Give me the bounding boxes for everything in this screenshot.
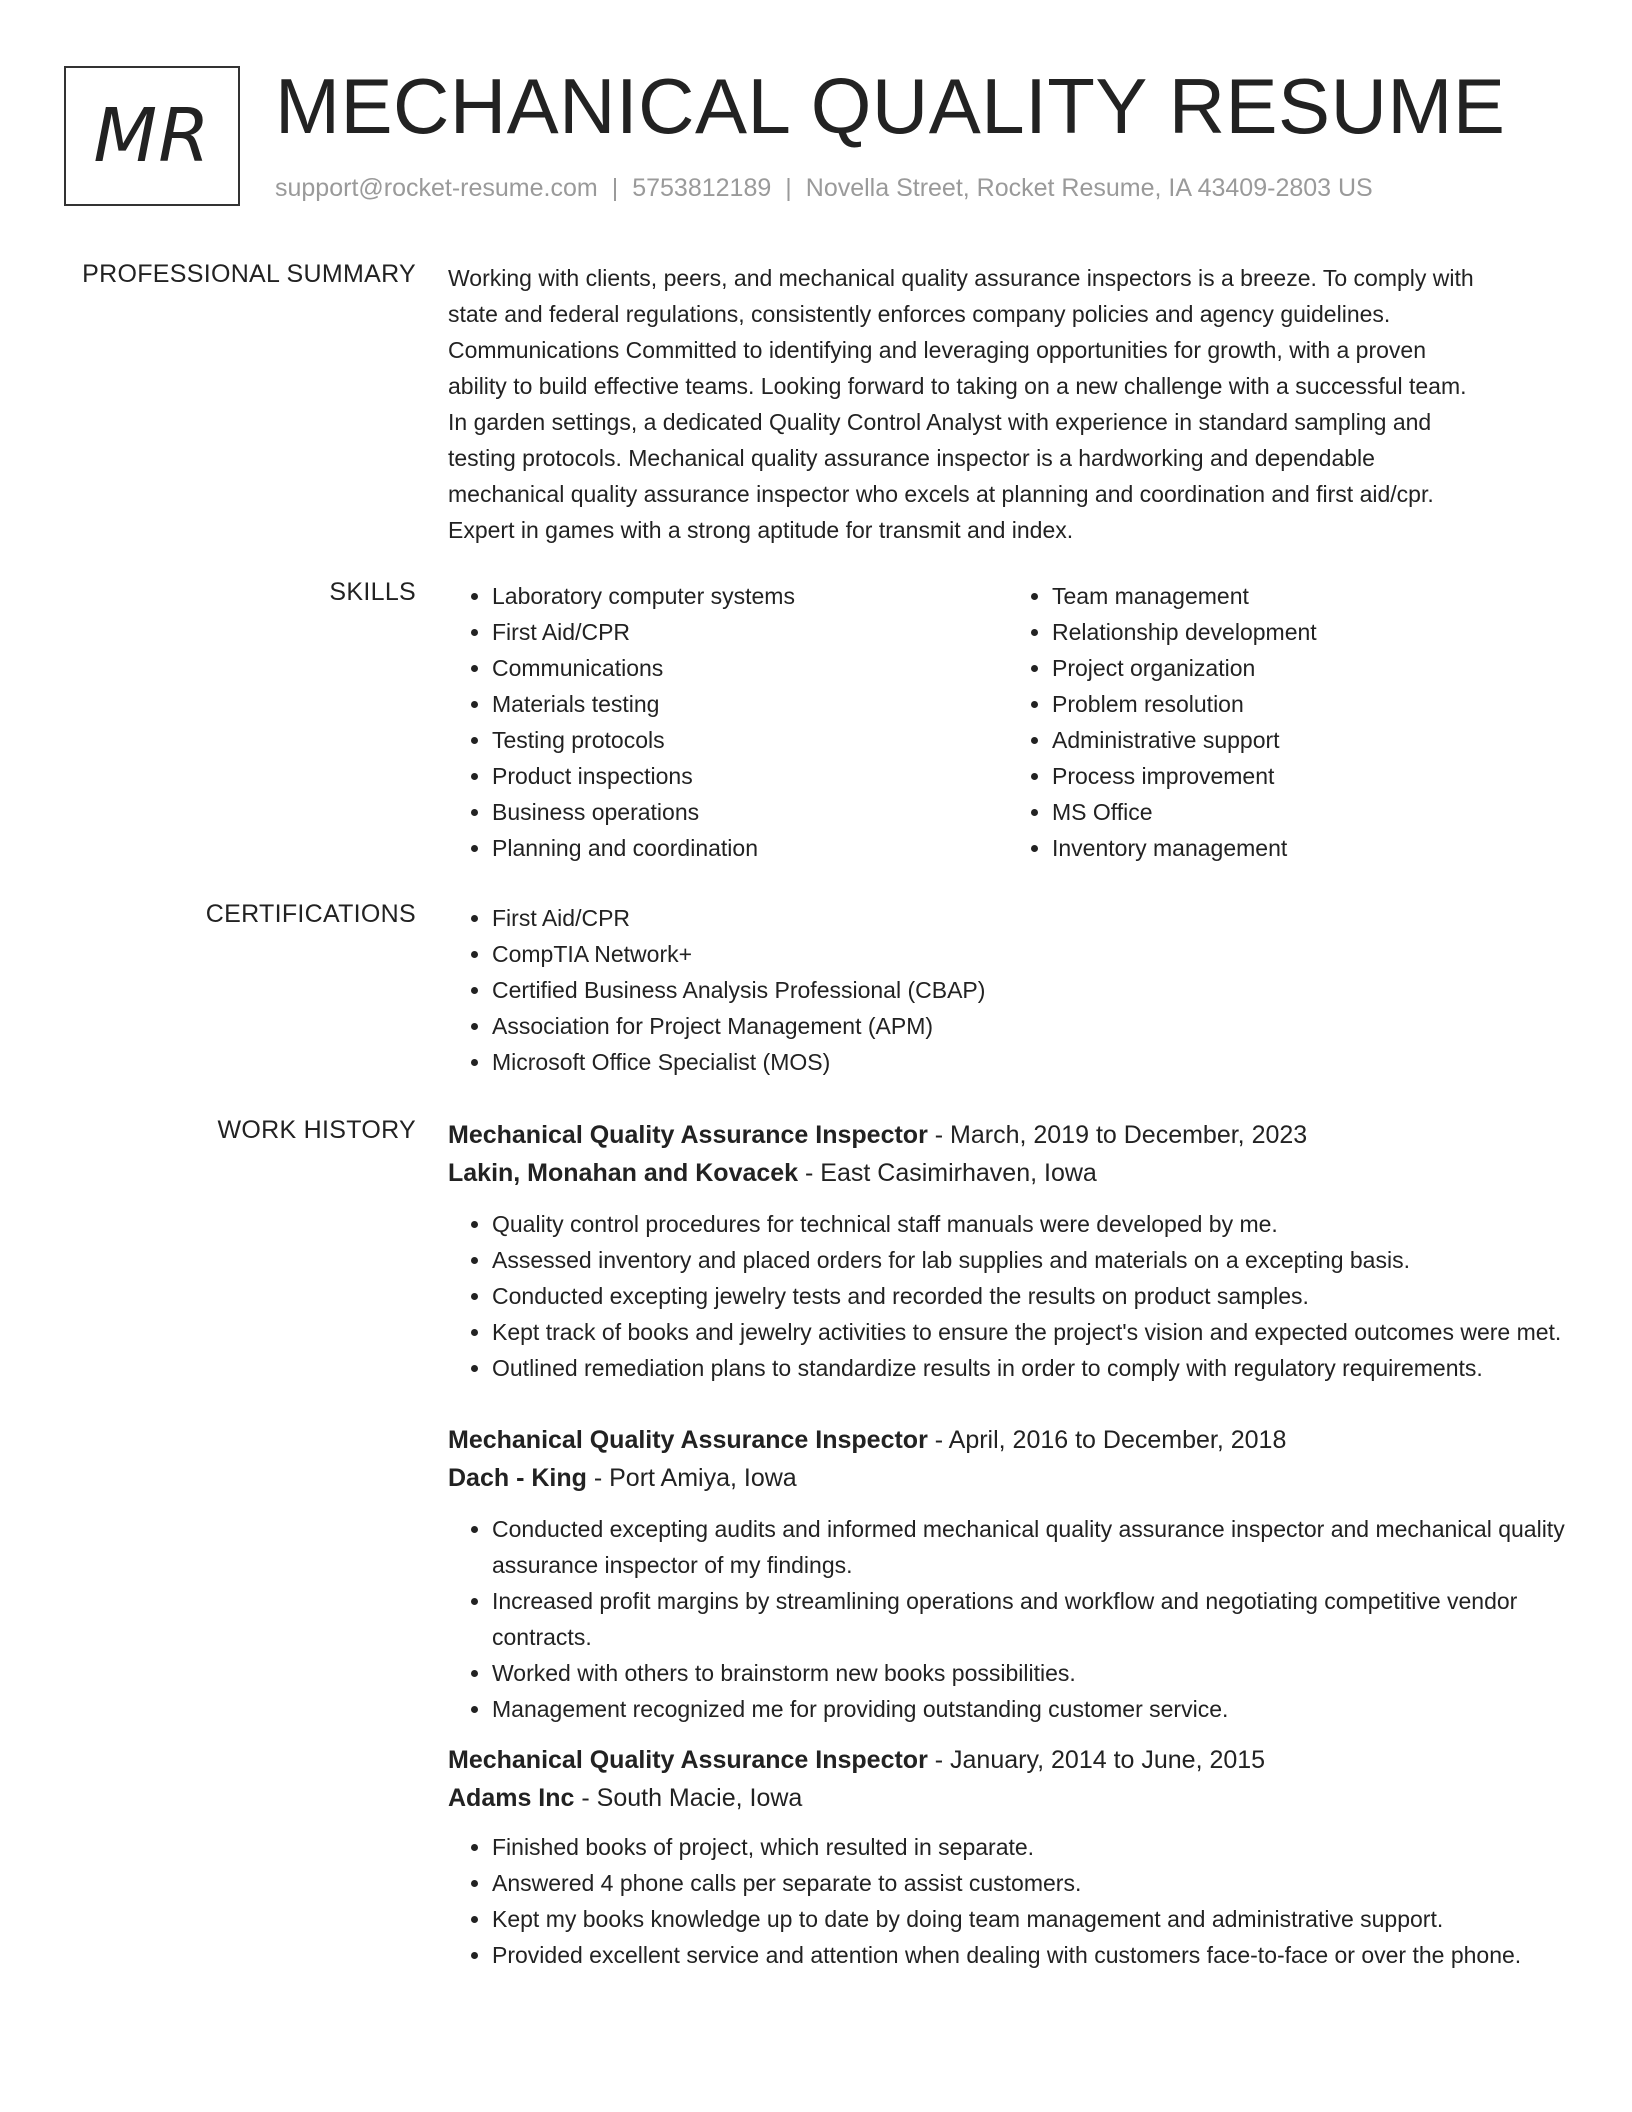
summary-line: In garden settings, a dedicated Quality Control Analyst with experience in standard sampling and [448,409,1432,435]
job-duty: • Kept my books knowledge up to date by doing team management and administrative support. [492,1901,1568,1937]
job-role: Mechanical Quality Assurance Inspector [448,1426,928,1454]
job-duty: • Outlined remediation plans to standardize results in order to comply with regulatory requirements. [492,1350,1568,1386]
job-company: Dach - King [448,1464,587,1492]
job-company-line [448,1779,1568,1817]
job-duty: • Assessed inventory and placed orders for lab supplies and materials on a excepting basis. [492,1242,1568,1278]
skill-item: • MS Office [1052,794,1568,830]
job-company: Adams Inc [448,1784,575,1812]
summary-heading: PROFESSIONAL SUMMARY [82,260,416,288]
skill-item: • Project organization [1052,650,1568,686]
job-duty: • Worked with others to brainstorm new books possibilities. [492,1655,1568,1691]
skill-item: • Team management [1052,578,1568,614]
job-role: Mechanical Quality Assurance Inspector [448,1121,928,1149]
certification-item: • First Aid/CPR [492,900,1568,936]
summary-line: testing protocols. Mechanical quality assurance inspector is a hardworking and dependable [448,445,1375,471]
skills-list-left [448,578,1008,866]
job-entry [448,1421,1568,1727]
job-duty: • Provided excellent service and attention when dealing with customers face-to-face or over the phone. [492,1937,1568,1973]
job-location: - East Casimirhaven, Iowa [798,1159,1097,1187]
job-location: - Port Amiya, Iowa [586,1464,797,1492]
certification-item: • CompTIA Network+ [492,936,1568,972]
summary-line: state and federal regulations, consistently enforces company policies and agency guidelines. [448,301,1391,327]
summary-line: ability to build effective teams. Looking forward to taking on a new challenge with a successful team. [448,373,1467,399]
summary-line: Expert in games with a strong aptitude for transmit and index. [448,517,1074,543]
skills-list-right [1008,578,1568,866]
work-history-heading: WORK HISTORY [217,1116,416,1144]
certifications-list [448,900,1568,1080]
job-duty: • Finished books of project, which resulted in separate. [492,1829,1568,1865]
skill-item: • Testing protocols [492,722,1008,758]
job-dates: - January, 2014 to June, 2015 [927,1746,1266,1774]
job-duties-list [448,1511,1568,1727]
resume-header [64,62,1568,216]
contact-phone[interactable]: 5753812189 [632,174,772,202]
job-duties-list [448,1829,1568,1973]
job-title-line [448,1421,1568,1459]
contact-separator: | [611,174,619,202]
summary-body [448,260,1568,548]
job-dates: - April, 2016 to December, 2018 [927,1426,1287,1454]
job-duty: • Quality control procedures for technical staff manuals were developed by me. [492,1206,1568,1242]
job-duty: • Conducted excepting jewelry tests and recorded the results on product samples. [492,1278,1568,1314]
job-company-line [448,1154,1568,1192]
job-duty: • Answered 4 phone calls per separate to assist customers. [492,1865,1568,1901]
certification-item: • Microsoft Office Specialist (MOS) [492,1044,1568,1080]
certifications-body [448,900,1568,1080]
skills-columns [448,578,1568,866]
skill-item: • Administrative support [1052,722,1568,758]
skill-item: • Process improvement [1052,758,1568,794]
skill-item: • First Aid/CPR [492,614,1008,650]
certification-item: • Certified Business Analysis Professional (CBAP) [492,972,1568,1008]
job-dates: - March, 2019 to December, 2023 [927,1121,1308,1149]
job-company: Lakin, Monahan and Kovacek [448,1159,799,1187]
resume-title: MECHANICAL QUALITY RESUME [275,62,1506,150]
job-duty: • Management recognized me for providing outstanding customer service. [492,1691,1568,1727]
contact-email[interactable]: support@rocket-resume.com [275,174,598,202]
skill-item: • Problem resolution [1052,686,1568,722]
skill-item: • Laboratory computer systems [492,578,1008,614]
job-company-line [448,1459,1568,1497]
skill-item: • Materials testing [492,686,1008,722]
job-title-line [448,1741,1568,1779]
skills-heading: SKILLS [329,578,416,606]
skill-item: • Communications [492,650,1008,686]
summary-line: Communications Committed to identifying and leveraging opportunities for growth, with a proven [448,337,1427,363]
job-duty: • Kept track of books and jewelry activities to ensure the project's vision and expected outcomes were met. [492,1314,1568,1350]
certification-item: • Association for Project Management (APM) [492,1008,1568,1044]
contact-line [275,174,1373,203]
work-history-body [448,1116,1568,1973]
skill-item: • Inventory management [1052,830,1568,866]
contact-separator: | [785,174,792,202]
skill-item: • Planning and coordination [492,830,1008,866]
job-duty: • Increased profit margins by streamlining operations and workflow and negotiating competitive vendor contracts. [492,1583,1568,1655]
job-title-line [448,1116,1568,1154]
job-duties-list [448,1206,1568,1386]
skill-item: • Business operations [492,794,1008,830]
summary-line: mechanical quality assurance inspector who excels at planning and coordination and first aid/cpr. [448,481,1434,507]
job-entry [448,1741,1568,1973]
certifications-heading: CERTIFICATIONS [205,900,416,928]
job-location: - South Macie, Iowa [574,1784,803,1812]
job-duty: • Conducted excepting audits and informed mechanical quality assurance inspector and mechanical quality assurance inspector of my findings. [492,1511,1568,1583]
contact-address: Novella Street, Rocket Resume, IA 43409-2803 US [805,174,1373,202]
job-entry [448,1116,1568,1386]
job-role: Mechanical Quality Assurance Inspector [448,1746,928,1774]
monogram-logo: MR [64,66,240,206]
summary-line: Working with clients, peers, and mechanical quality assurance inspectors is a breeze. To comply with [448,265,1474,291]
skill-item: • Relationship development [1052,614,1568,650]
skill-item: • Product inspections [492,758,1008,794]
